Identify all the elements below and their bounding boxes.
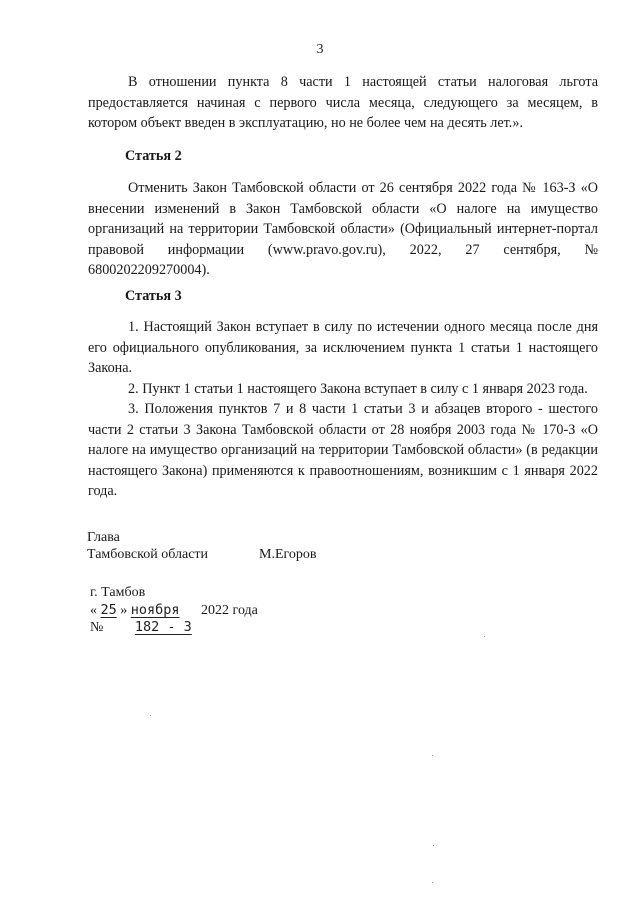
scan-speck	[432, 882, 433, 883]
page-number: 3	[316, 42, 324, 57]
article3-block	[88, 317, 598, 502]
scan-speck	[433, 845, 434, 846]
scan-speck	[484, 636, 485, 637]
article2-heading: Статья 2	[125, 148, 182, 164]
signature-title-line2: Тамбовской области	[87, 547, 209, 562]
scan-speck	[150, 715, 151, 716]
intro-block	[88, 72, 598, 134]
number-sign: №	[90, 620, 104, 635]
date-day: 25	[100, 602, 117, 618]
date-month: ноября	[130, 602, 180, 618]
article2-block	[88, 178, 598, 281]
number-line	[90, 618, 192, 637]
scan-speck	[432, 755, 433, 756]
date-quote-close: »	[120, 603, 128, 618]
date-year: 2022 года	[201, 603, 258, 618]
date-quote-open: «	[90, 603, 97, 618]
article3-heading: Статья 3	[125, 288, 182, 304]
article3-paragraph-2: 2. Пункт 1 статьи 1 настоящего Закона вступает в силу с 1 января 2023 года.	[128, 380, 588, 397]
article3-paragraph-1: 1. Настоящий Закон вступает в силу по истечении одного месяца после дня его официального опубликования, за исключением пункта 1 статьи 1 настоящего Закона.	[88, 319, 598, 376]
place-city: г. Тамбов	[90, 585, 146, 600]
article2-paragraph: Отменить Закон Тамбовской области от 26 сентября 2022 года № 163-З «О внесении изменений в Закон Тамбовской области «О налоге на имущество организаций на территории Тамбовской области» (Официальный интернет-портал правовой информации (www.pravo.gov.ru), 2022, 27 сентября, № 6800202209270004).	[88, 180, 598, 278]
signature-title-line1: Глава	[87, 530, 120, 545]
signature-name: М.Егоров	[259, 547, 317, 562]
article3-paragraph-3: 3. Положения пунктов 7 и 8 части 1 статьи 3 и абзацев второго - шестого части 2 статьи 3 Закона Тамбовской области от 28 ноября 2003 года № 170-З «О налоге на имущество организаций на территории Тамбовской области» (в редакции настоящего Закона) применяются к правоотношениям, возникшим с 1 января 2022 года.	[88, 401, 598, 499]
intro-paragraph: В отношении пункта 8 части 1 настоящей статьи налоговая льгота предоставляется начиная с первого числа месяца, следующего за месяцем, в котором объект введен в эксплуатацию, но не более чем на десять лет.».	[88, 74, 598, 131]
law-number: 182 - З	[134, 619, 192, 635]
